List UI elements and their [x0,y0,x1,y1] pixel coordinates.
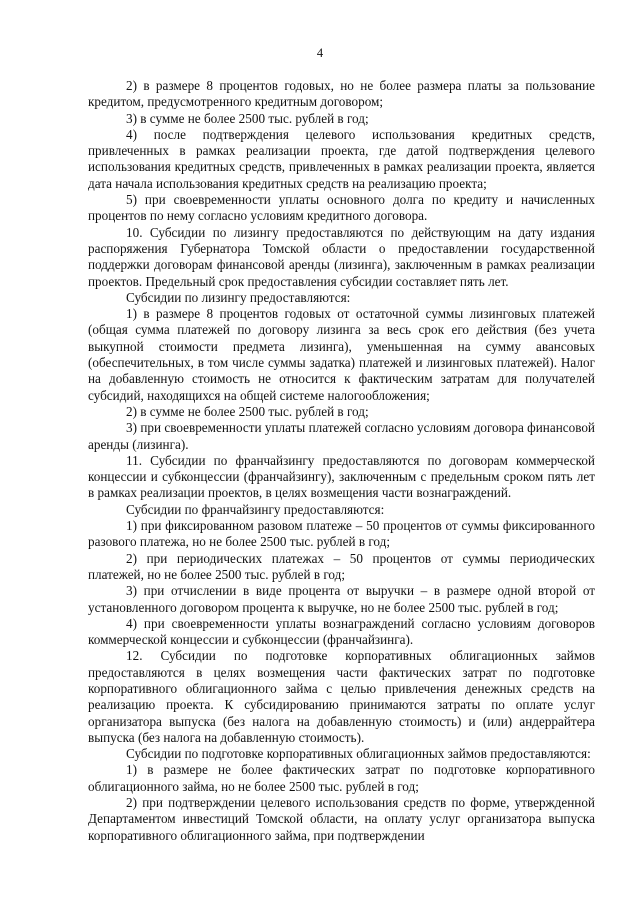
paragraph: 1) в размере не более фактических затрат по подготовке корпоративного облигационного займа, но не более 2500 тыс. рублей в год; [88,762,595,794]
paragraph: 12. Субсидии по подготовке корпоративных облигационных займов предоставляются в целях возмещения части фактических затрат по подготовке корпоративного облигационного займа с целью привлечения денежных средств на реализацию проекта. К субсидированию принимаются затраты по оплате услуг организатора выпуска (без налога на добавленную стоимость) и (или) андеррайтера выпуска (без налога на добавленную стоимость). [88,648,595,745]
paragraph: Субсидии по франчайзингу предоставляются: [126,501,385,517]
paragraph: 3) в сумме не более 2500 тыс. рублей в год; [126,110,369,126]
paragraph: 3) при отчислении в виде процента от выручки – в размере одной второй от установленного договором процента к выручке, но не более 2500 тыс. рублей в год; [88,583,595,615]
paragraph: Субсидии по подготовке корпоративных облигационных займов предоставляются: [126,746,591,762]
paragraph: 1) при фиксированном разовом платеже – 50 процентов от суммы фиксированного разового платежа, но не более 2500 тыс. рублей в год; [88,518,595,550]
paragraph: 2) в сумме не более 2500 тыс. рублей в год; [126,403,369,419]
paragraph: 10. Субсидии по лизингу предоставляются по действующим на дату издания распоряжения Губернатора Томской области о предоставлении государственной поддержки договорам финансовой аренды (лизинга), заключенным в рамках реализации проектов. Предельный срок предоставления субсидии составляет пять лет. [88,224,595,289]
paragraph: 2) при подтверждении целевого использования средств по форме, утвержденной Департаментом инвестиций Томской области, на оплату услуг организатора выпуска корпоративного облигационного займа, при подтверждении [88,795,595,843]
paragraph: 1) в размере 8 процентов годовых от остаточной суммы лизинговых платежей (общая сумма платежей по договору лизинга за весь срок его действия (без учета выкупной стоимости предмета лизинга), уменьшенная на сумму авансовых (обеспечительных, в том числе суммы задатка) платежей и лизинговых платежей). Налог на добавленную стоимость не относится к фактическим затратам для получателей субсидий, находящихся на общей системе налогообложения; [88,306,595,403]
paragraph: 4) при своевременности уплаты вознаграждений согласно условиям договоров коммерческой концессии и субконцессии (франчайзинга). [88,615,595,648]
paragraph: 2) в размере 8 процентов годовых, но не более размера платы за пользование кредитом, предусмотренного кредитным договором; [88,78,595,110]
paragraph: 5) при своевременности уплаты основного долга по кредиту и начисленных процентов по нему согласно условиям кредитного договора. [88,192,595,224]
paragraph: Субсидии по лизингу предоставляются: [126,289,351,305]
document-body [88,78,595,844]
paragraph: 3) при своевременности уплаты платежей согласно условиям договора финансовой аренды (лизинга). [88,420,595,452]
page-number: 4 [316,46,324,60]
paragraph: 2) при периодических платежах – 50 процентов от суммы периодических платежей, но не более 2500 тыс. рублей в год; [88,550,595,582]
paragraph: 4) после подтверждения целевого использования кредитных средств, привлеченных в рамках реализации проекта, где датой подтверждения целевого использования кредитных средств, привлеченных в рамках реализации проекта, является дата начала использования кредитных средств на реализацию проекта; [88,126,595,191]
paragraph: 11. Субсидии по франчайзингу предоставляются по договорам коммерческой концессии и субконцессии (франчайзингу), заключенным с предельным сроком пять лет в рамках реализации проектов, в целях возмещения части вознаграждений. [88,452,595,501]
